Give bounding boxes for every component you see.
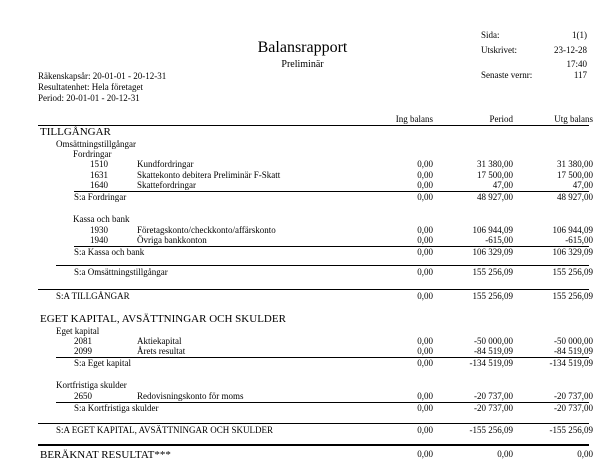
meta-label-printed: Utskrivet: — [481, 45, 517, 55]
sum-label: S:A EGET KAPITAL, AVSÄTTNINGAR OCH SKULDER — [56, 425, 273, 435]
account-number: 2099 — [74, 346, 92, 356]
sum-row-assets — [0, 292, 605, 303]
value-period: 0,00 — [497, 449, 513, 459]
group-heading-own-capital: Eget kapital — [56, 326, 100, 336]
value-period: 47,00 — [492, 180, 513, 190]
account-name: Redovisningskonto för moms — [137, 391, 244, 401]
meta-value-vernr: 117 — [573, 70, 587, 80]
sum-label: S:a Omsättningstillgångar — [74, 267, 168, 277]
account-number: 1940 — [90, 235, 108, 245]
result-row — [0, 450, 605, 461]
group-heading-short-debts: Kortfristiga skulder — [56, 380, 127, 390]
value-utg: 106 329,09 — [552, 247, 593, 257]
value-period: -20 737,00 — [474, 391, 513, 401]
sum-label: S:a Kassa och bank — [74, 247, 145, 257]
value-utg: -155 256,09 — [549, 425, 593, 435]
header-rule — [38, 125, 589, 126]
account-name: Kundfordringar — [137, 159, 194, 169]
account-name: Årets resultat — [137, 346, 186, 356]
report-title: Balansrapport — [257, 39, 348, 56]
value-ing: 0,00 — [417, 235, 433, 245]
value-ing: 0,00 — [417, 247, 433, 257]
value-ing: 0,00 — [417, 403, 433, 413]
account-number: 2081 — [74, 336, 92, 346]
value-ing: 0,00 — [417, 291, 433, 301]
value-utg: -20 737,00 — [554, 403, 593, 413]
value-ing: 0,00 — [417, 192, 433, 202]
value-utg: 47,00 — [572, 180, 593, 190]
account-name: Övriga bankkonton — [137, 235, 207, 245]
value-ing: 0,00 — [417, 358, 433, 368]
account-number: 2650 — [74, 391, 92, 401]
value-ing: 0,00 — [417, 170, 433, 180]
account-name: Aktiekapital — [137, 336, 182, 346]
value-ing: 0,00 — [417, 225, 433, 235]
account-name: Företagskonto/checkkonto/affärskonto — [137, 225, 276, 235]
sum-rule — [38, 289, 589, 290]
value-period: -155 256,09 — [469, 425, 513, 435]
value-utg: -134 519,09 — [549, 358, 593, 368]
info-result-unit: Resultatenhet: Hela företaget — [38, 82, 143, 92]
value-period: 155 256,09 — [472, 267, 513, 277]
meta-label-vernr: Senaste vernr: — [481, 70, 533, 80]
value-period: 106 329,09 — [472, 247, 513, 257]
value-period: 17 500,00 — [477, 170, 513, 180]
sum-label: S:a Eget kapital — [74, 358, 131, 368]
meta-value-page: 1(1) — [572, 30, 587, 40]
value-utg: -84 519,09 — [554, 346, 593, 356]
value-utg: 155 256,09 — [552, 267, 593, 277]
subgroup-heading-receivables: Fordringar — [73, 149, 112, 159]
sum-row-receivables — [0, 193, 605, 204]
value-utg: 0,00 — [577, 449, 593, 459]
value-period: -20 737,00 — [474, 403, 513, 413]
group-heading-current-assets: Omsättningstillgångar — [56, 139, 136, 149]
account-name: Skattefordringar — [137, 180, 196, 190]
value-ing: 0,00 — [417, 267, 433, 277]
sum-row-own-capital — [0, 359, 605, 370]
col-header-utg: Utg balans — [554, 114, 593, 124]
report-subtitle: Preliminär — [281, 59, 324, 70]
value-period: -50 000,00 — [474, 336, 513, 346]
section-heading-assets: TILLGÅNGAR — [40, 126, 111, 138]
sum-row-short-debts — [0, 404, 605, 415]
meta-value-time: 17:40 — [566, 59, 587, 69]
sum-rule — [38, 423, 589, 424]
value-ing: 0,00 — [417, 159, 433, 169]
value-ing: 0,00 — [417, 391, 433, 401]
value-utg: 17 500,00 — [557, 170, 593, 180]
account-name: Skattekonto debitera Preliminär F-Skatt — [137, 170, 281, 180]
value-period: 31 380,00 — [477, 159, 513, 169]
sum-row-equity — [0, 426, 605, 437]
value-period: 48 927,00 — [477, 192, 513, 202]
value-period: -84 519,09 — [474, 346, 513, 356]
value-period: -615,00 — [485, 235, 513, 245]
value-ing: 0,00 — [417, 180, 433, 190]
sum-label: S:a Kortfristiga skulder — [74, 403, 159, 413]
value-utg: -50 000,00 — [554, 336, 593, 346]
value-ing: 0,00 — [417, 346, 433, 356]
value-period: 155 256,09 — [472, 291, 513, 301]
value-utg: -20 737,00 — [554, 391, 593, 401]
sum-label: S:A TILLGÅNGAR — [56, 291, 130, 301]
account-number: 1510 — [90, 159, 108, 169]
value-ing: 0,00 — [417, 336, 433, 346]
meta-value-printed: 23-12-28 — [554, 45, 587, 55]
account-number: 1930 — [90, 225, 108, 235]
value-ing: 0,00 — [417, 449, 433, 459]
value-ing: 0,00 — [417, 425, 433, 435]
value-period: 106 944,09 — [472, 225, 513, 235]
account-number: 1640 — [90, 180, 108, 190]
sum-rule — [56, 265, 589, 266]
sum-label: S:a Fordringar — [74, 192, 127, 202]
col-header-ing: Ing balans — [395, 114, 433, 124]
value-period: -134 519,09 — [469, 358, 513, 368]
result-rule — [38, 444, 589, 446]
value-utg: -615,00 — [565, 235, 593, 245]
meta-label-page: Sida: — [481, 30, 500, 40]
info-fiscal-year: Räkenskapsår: 20-01-01 - 20-12-31 — [38, 71, 167, 81]
info-period: Period: 20-01-01 - 20-12-31 — [38, 93, 140, 103]
value-utg: 155 256,09 — [552, 291, 593, 301]
value-utg: 31 380,00 — [557, 159, 593, 169]
value-utg: 106 944,09 — [552, 225, 593, 235]
value-utg: 48 927,00 — [557, 192, 593, 202]
result-label: BERÄKNAT RESULTAT*** — [40, 449, 171, 461]
col-header-period: Period — [489, 114, 513, 124]
section-heading-equity: EGET KAPITAL, AVSÄTTNINGAR OCH SKULDER — [40, 313, 286, 325]
subgroup-heading-cash: Kassa och bank — [73, 214, 130, 224]
sum-row-current-assets — [0, 268, 605, 279]
sum-row-cash — [0, 248, 605, 259]
account-number: 1631 — [90, 170, 108, 180]
